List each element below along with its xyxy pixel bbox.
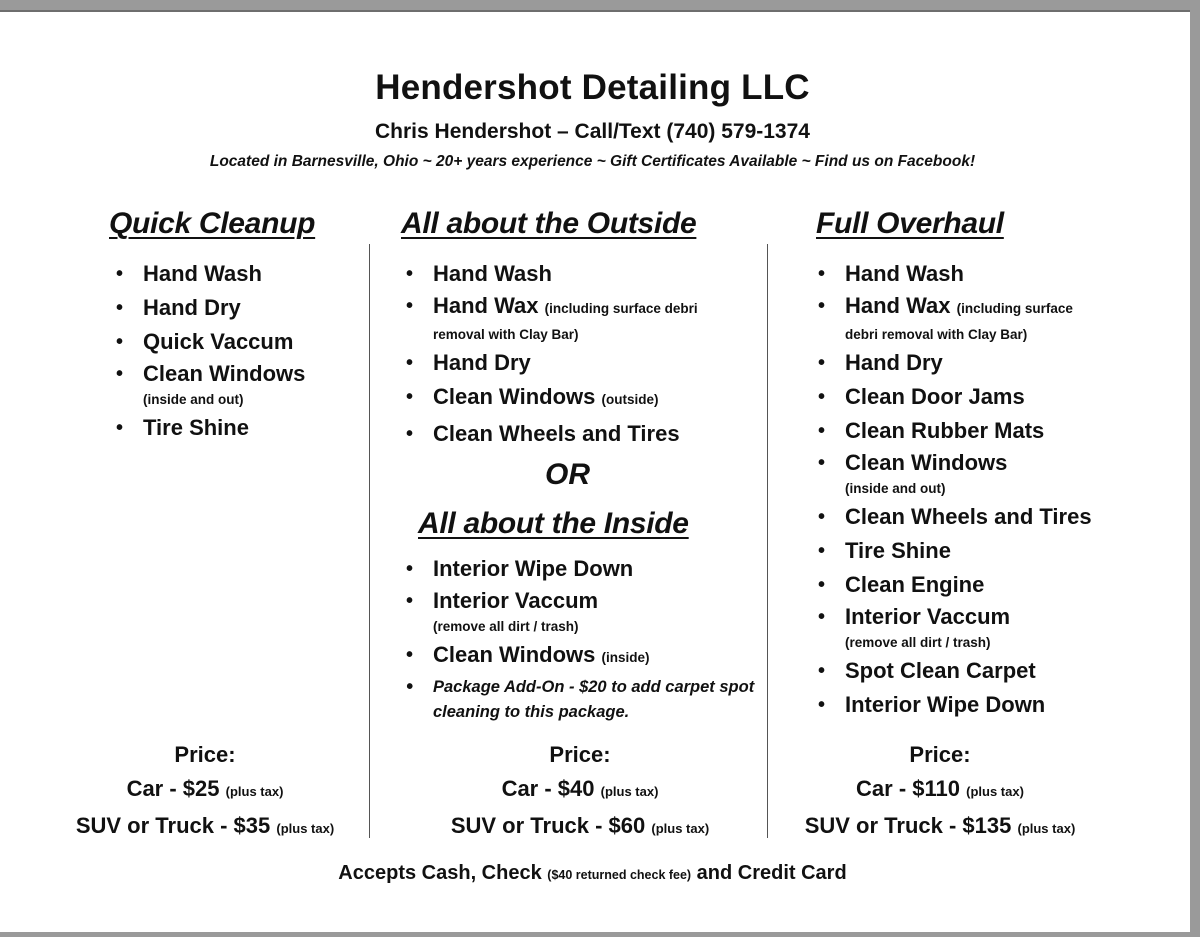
price-suv: SUV or Truck - $35 (plus tax) <box>75 813 335 838</box>
list-item: • Quick Vaccum <box>113 325 305 359</box>
quick-cleanup-price <box>40 738 370 846</box>
list-item: • Clean Engine <box>815 568 1092 602</box>
list-item: • Hand Wash <box>113 257 305 291</box>
list-item: • Interior Wipe Down <box>815 688 1092 722</box>
list-item: • Spot Clean Carpet <box>815 654 1092 688</box>
price-heading: Price: <box>174 742 236 767</box>
list-item: • Tire Shine <box>815 534 1092 568</box>
full-overhaul-title: Full Overhaul <box>816 207 1004 240</box>
price-car: Car - $110 (plus tax) <box>856 776 1024 801</box>
quick-cleanup-title: Quick Cleanup <box>109 207 316 240</box>
price-suv: SUV or Truck - $60 (plus tax) <box>450 813 710 838</box>
price-suv: SUV or Truck - $135 (plus tax) <box>804 813 1076 838</box>
list-item: • Hand Dry <box>403 346 698 380</box>
list-item: • Hand Wash <box>403 257 698 291</box>
price-heading: Price: <box>549 742 611 767</box>
list-item: • Hand Dry <box>815 346 1092 380</box>
business-title: Hendershot Detailing LLC <box>375 68 810 107</box>
contact-line: Chris Hendershot – Call/Text (740) 579-1374 <box>375 120 810 143</box>
full-overhaul-price <box>770 738 1110 846</box>
price-car: Car - $25 (plus tax) <box>126 776 284 801</box>
or-separator: OR <box>545 458 590 491</box>
list-item: • Interior Wipe Down <box>403 552 773 586</box>
list-item: • Tire Shine <box>113 411 305 445</box>
outside-title: All about the Outside <box>401 207 697 240</box>
flyer-sheet <box>0 10 1190 932</box>
list-item: • Clean Windows (inside) <box>403 638 773 675</box>
list-item: • Clean Windows (inside and out) <box>815 448 1092 500</box>
list-item: • Clean Door Jams <box>815 380 1092 414</box>
list-item: • Clean Wheels and Tires <box>403 417 698 451</box>
inside-title: All about the Inside <box>418 507 689 540</box>
list-item: • Clean Wheels and Tires <box>815 500 1092 534</box>
column-divider-right <box>767 244 768 838</box>
payment-footer: Accepts Cash, Check ($40 returned check fee) and Credit Card <box>338 862 847 884</box>
list-item: • Clean Windows (inside and out) <box>113 359 305 411</box>
outside-list <box>403 257 698 451</box>
price-car: Car - $40 (plus tax) <box>501 776 659 801</box>
list-item: • Hand Wash <box>815 257 1092 291</box>
price-heading: Price: <box>909 742 971 767</box>
list-item: • Clean Rubber Mats <box>815 414 1092 448</box>
list-item: • Hand Dry <box>113 291 305 325</box>
inside-list <box>403 552 773 725</box>
full-overhaul-list <box>815 257 1092 722</box>
list-item: • Hand Wax (including surface debri removal with Clay Bar) <box>815 291 1092 346</box>
list-item: • Hand Wax (including surface debri removal with Clay Bar) <box>403 291 698 346</box>
list-item: • Clean Windows (outside) <box>403 380 698 417</box>
quick-cleanup-list <box>113 257 305 445</box>
list-item: • Interior Vaccum (remove all dirt / trash) <box>815 602 1092 654</box>
outside-inside-price <box>405 738 755 846</box>
tagline: Located in Barnesville, Ohio ~ 20+ years experience ~ Gift Certificates Available ~ Find us on Facebook! <box>209 153 976 170</box>
package-add-on: • Package Add-On - $20 to add carpet spot cleaning to this package. <box>403 675 773 725</box>
list-item: • Interior Vaccum (remove all dirt / trash) <box>403 586 773 638</box>
